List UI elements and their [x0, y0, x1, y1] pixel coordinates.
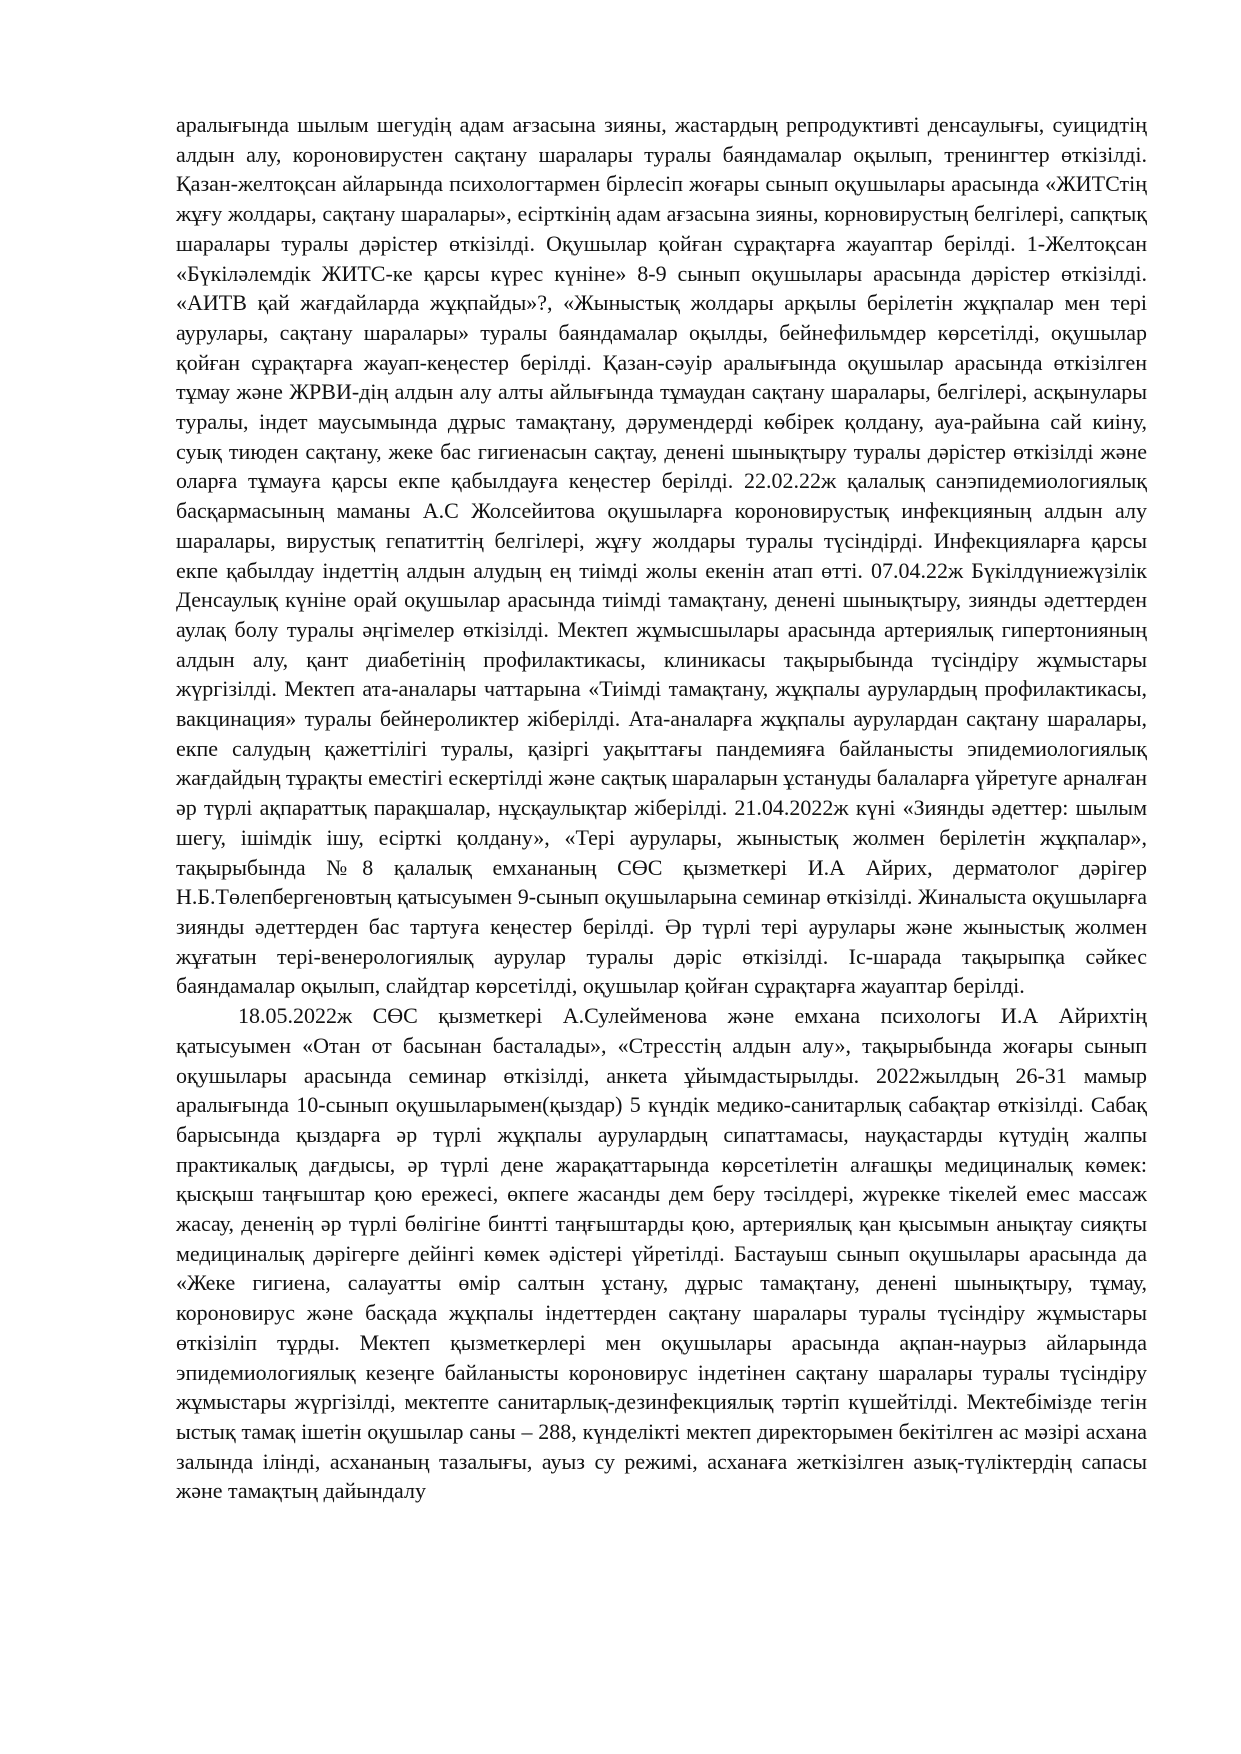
- body-paragraph-2: 18.05.2022ж СӨС қызметкері А.Сулейменова және емхана психологы И.А Айрихтің қатысуымен «Отан от басынан басталады», «Стресстің алдын алу», тақырыбында жоғары сынып оқушылары арасында семинар өткізілді, анкета ұйымдастырылды. 2022жылдың 26-31 мамыр аралығында 10-сынып оқушыларымен(қыздар) 5 күндік медико-санитарлық сабақтар өткізілді. Сабақ барысында қыздарға әр түрлі жұқпалы аурулардың сипаттамасы, науқастарды күтудің жалпы практикалық дағдысы, әр түрлі дене жарақаттарында көрсетілетін алғашқы медициналық көмек: қысқыш таңғыштар қою ережесі, өкпеге жасанды дем беру тәсілдері, жүрекке тікелей емес массаж жасау, дененің әр түрлі бөлігіне бинтті таңғыштарды қою, артериялық қан қысымын анықтау сияқты медициналық дәрігерге дейінгі көмек әдістері үйретілді. Бастауыш сынып оқушылары арасында да «Жеке гигиена, салауатты өмір салтын ұстану, дұрыс тамақтану, денені шынықтыру, тұмау, короновирус және басқада жұқпалы індеттерден сақтану шаралары туралы түсіндіру жұмыстары өткізіліп тұрды. Мектеп қызметкерлері мен оқушылары арасында ақпан-наурыз айларында эпидемиологиялық кезеңге байланысты короновирус індетінен сақтану шаралары туралы түсіндіру жұмыстары жүргізілді, мектепте санитарлық-дезинфекциялық тәртіп күшейтілді. Мектебімізде тегін ыстық тамақ ішетін оқушылар саны – 288, күнделікті мектеп директорымен бекітілген ас мәзірі асхана залында ілінді, асхананың тазалығы, ауыз су режимі, асханаға жеткізілген азық-түліктердің сапасы және тамақтың дайындалу: [176, 1003, 1147, 1504]
- body-paragraph-1: аралығында шылым шегудің адам ағзасына зияны, жастардың репродуктивті денсаулығы, суицидтің алдын алу, короновирустен сақтану шаралары туралы баяндамалар оқылып, тренингтер өткізілді. Қазан-желтоқсан айларында психологтармен бірлесіп жоғары сынып оқушылары арасында «ЖИТСтің жұғу жолдары, сақтану шаралары», есірткінің адам ағзасына зияны, корновирустың белгілері, сапқтық шаралары туралы дәрістер өткізілді. Оқушылар қойған сұрақтарға жауаптар берілді. 1-Желтоқсан «Бүкіләлемдік ЖИТС-ке қарсы күрес күніне» 8-9 сынып оқушылары арасында дәрістер өткізілді. «АИТВ қай жағдайларда жұқпайды»?, «Жыныстық жолдары арқылы берілетін жұқпалар мен тері аурулары, сақтану шаралары» туралы баяндамалар оқылды, бейнефильмдер көрсетілді, оқушылар қойған сұрақтарға жауап-кеңестер берілді. Қазан-сәуір аралығында оқушылар арасында өткізілген тұмау және ЖРВИ-дің алдын алу алты айлығында тұмаудан сақтану шаралары, белгілері, асқынулары туралы, індет маусымында дұрыс тамақтану, дәрумендерді көбірек қолдану, ауа-райына сай киіну, суық тиюден сақтану, жеке бас гигиенасын сақтау, денені шынықтыру туралы дәрістер өткізілді және оларға тұмауға қарсы екпе қабылдауға кеңестер берілді. 22.02.22ж қалалық санэпидемиологиялық басқармасының маманы А.С Жолсейитова оқушыларға короновирустық инфекцияның алдын алу шаралары, вирустық гепатиттің белгілері, жұғу жолдары туралы түсіндірді. Инфекцияларға қарсы екпе қабылдау індеттің алдын алудың ең тиімді жолы екенін атап өтті. 07.04.22ж Бүкілдүниежүзілік Денсаулық күніне орай оқушылар арасында тиімді тамақтану, денені шынықтыру, зиянды әдеттерден аулақ болу туралы әңгімелер өткізілді. Мектеп жұмысшылары арасында артериялық гипертонияның алдын алу, қант диабетінің профилактикасы, клиникасы тақырыбында түсіндіру жұмыстары жүргізілді. Мектеп ата-аналары чаттарына «Тиімді тамақтану, жұқпалы аурулардың профилактикасы, вакцинация» туралы бейнероликтер жіберілді. Ата-аналарға жұқпалы аурулардан сақтану шаралары, екпе салудың қажеттілігі туралы, қазіргі уақыттағы пандемияға байланысты эпидемиологиялық жағдайдың тұрақты еместігі ескертілді және сақтық шараларын ұстануды балаларға үйретуге арналған әр түрлі ақпараттық парақшалар, нұсқаулықтар жіберілді. 21.04.2022ж күні «Зиянды әдеттер: шылым шегу, ішімдік ішу, есірткі қолдану», «Тері аурулары, жыныстық жолмен берілетін жұқпалар», тақырыбында №8 қалалық емхананың СӨС қызметкері И.А Айрих, дерматолог дәрігер Н.Б.Төлепбергеновтың қатысуымен 9-сынып оқушыларына семинар өткізілді. Жиналыста оқушыларға зиянды әдеттерден бас тартуға кеңестер берілді. Әр түрлі тері аурулары және жыныстық жолмен жұғатын тері-венерологиялық аурулар туралы дәріс өткізілді. Іс-шарада тақырыпқа сәйкес баяндамалар оқылып, слайдтар көрсетілді, оқушылар қойған сұрақтарға жауаптар берілді.: [176, 112, 1147, 999]
- document-page: [176, 110, 1147, 1506]
